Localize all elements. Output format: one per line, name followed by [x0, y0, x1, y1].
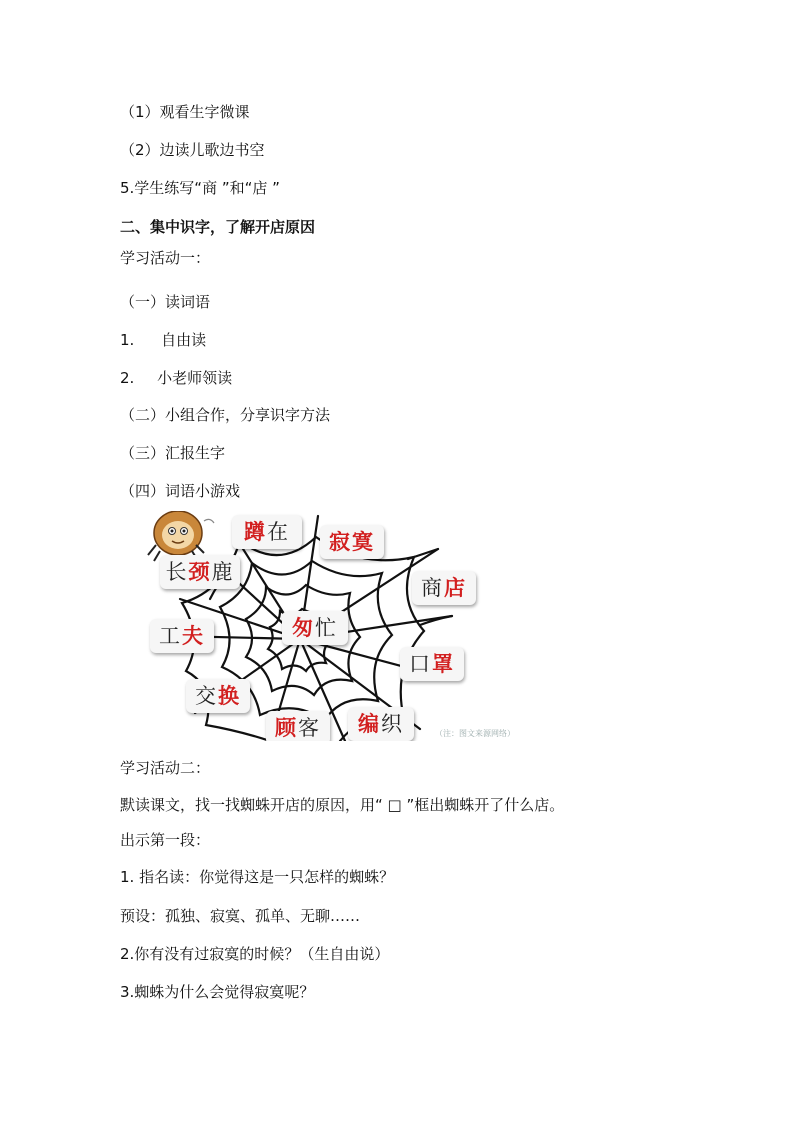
spider-character — [148, 511, 214, 561]
word-card-shangdian: 商店 — [412, 571, 476, 605]
word-card-changjinglu: 长颈鹿 — [160, 555, 240, 589]
section-heading: 二、集中识字，了解开店原因 — [120, 218, 316, 236]
list-text: 小老师领读 — [157, 369, 233, 387]
text-line-6: （一）读词语 — [120, 293, 211, 311]
list-number: 2. — [120, 369, 135, 387]
text-line-17: 2.你有没有过寂寞的时候？（生自由说） — [120, 945, 390, 963]
text-line-10: （三）汇报生字 — [120, 444, 226, 462]
word-card-bianzhi: 编织 — [348, 707, 414, 741]
list-item-2 — [120, 368, 232, 388]
word-card-guke: 顾客 — [266, 711, 330, 741]
image-caption: （注：图文来源网络） — [435, 729, 515, 738]
text-line-2: （2）边读儿歌边书空 — [120, 141, 265, 159]
text-line-3: 5.学生练写“商 ”和“店 ” — [120, 179, 280, 197]
text-line-9: （二）小组合作，分享识字方法 — [120, 406, 331, 424]
text-line-15: 1. 指名读：你觉得这是一只怎样的蜘蛛？ — [120, 868, 395, 886]
word-card-jiaohuan: 交换 — [186, 679, 250, 713]
text-line-14: 出示第一段： — [120, 831, 211, 849]
activity-two-label: 学习活动二： — [120, 759, 211, 777]
activity-one-label: 学习活动一： — [120, 249, 211, 267]
text-line-16: 预设：孤独、寂寞、孤单、无聊…… — [120, 907, 361, 925]
list-number: 1. — [120, 331, 135, 349]
word-card-dunzai: 蹲在 — [232, 515, 302, 549]
list-text: 自由读 — [161, 331, 207, 349]
text-line-1: （1）观看生字微课 — [120, 103, 250, 121]
list-item-1 — [120, 330, 206, 350]
word-card-jimo: 寂寞 — [320, 525, 384, 559]
word-card-gongfu: 工夫 — [150, 619, 214, 653]
text-line-11: （四）词语小游戏 — [120, 482, 241, 500]
text-line-13: 默读课文，找一找蜘蛛开店的原因，用“ □ ”框出蜘蛛开了什么店。 — [120, 796, 565, 814]
word-card-kouzhao: 口罩 — [400, 647, 464, 681]
spider-web-word-game-image — [120, 511, 529, 741]
text-line-18: 3.蜘蛛为什么会觉得寂寞呢？ — [120, 983, 315, 1001]
word-card-congmang: 匆忙 — [282, 611, 348, 645]
